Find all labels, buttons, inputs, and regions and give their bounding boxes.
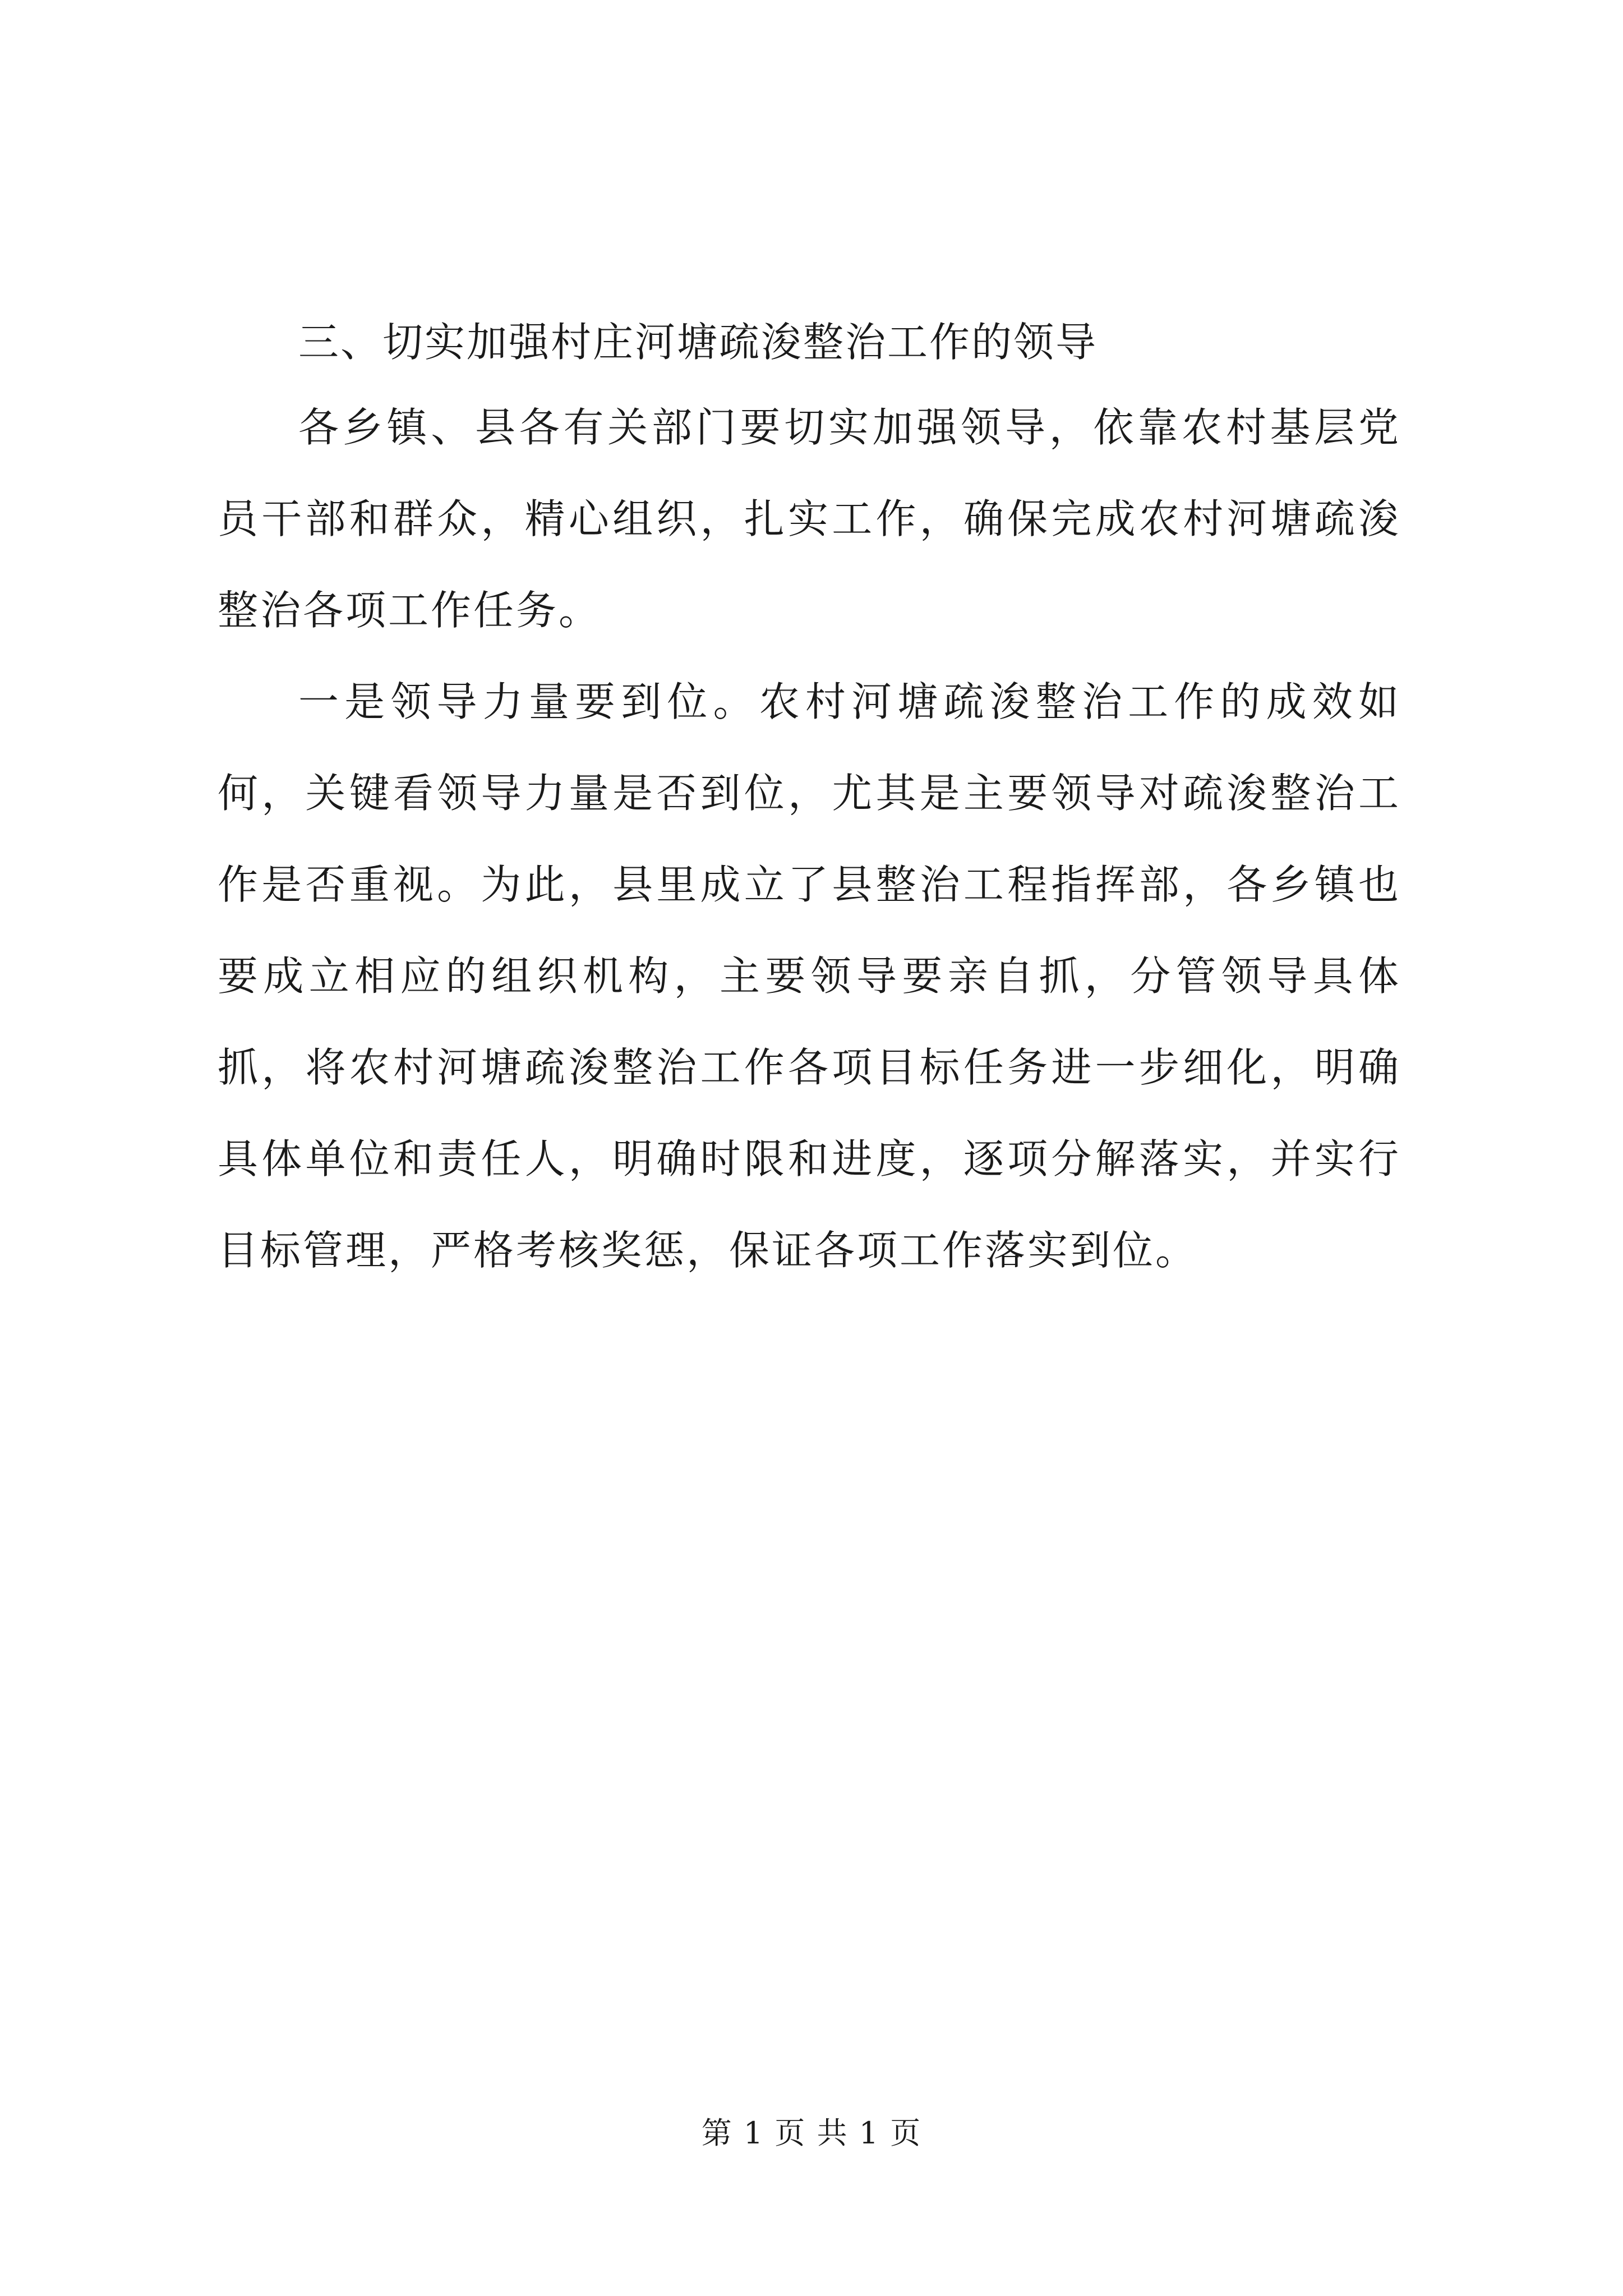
page-footer: 第 1 页 共 1 页 bbox=[701, 2115, 922, 2151]
paragraph-2: 一是领导力量要到位。农村河塘疏浚整治工作的成效如何，关键看领导力量是否到位，尤其是主要领导对疏浚整治工作是否重视。为此，县里成立了县整治工程指挥部，各乡镇也要成立相应的组织机构，主要领导要亲自抓，分管领导具体抓，将农村河塘疏浚整治工作各项目标任务进一步细化，明确具体单位和责任人，明确时限和进度，逐项分解落实，并实行目标管理，严格考核奖惩，保证各项工作落实到位。 bbox=[218, 678, 1401, 1274]
section-heading: 三、切实加强村庄河塘疏浚整治工作的领导 bbox=[298, 319, 1098, 366]
paragraph-1: 各乡镇、县各有关部门要切实加强领导，依靠农村基层党员干部和群众，精心组织，扎实工作，确保完成农村河塘疏浚整治各项工作任务。 bbox=[218, 404, 1401, 634]
document-body bbox=[218, 306, 1401, 1296]
